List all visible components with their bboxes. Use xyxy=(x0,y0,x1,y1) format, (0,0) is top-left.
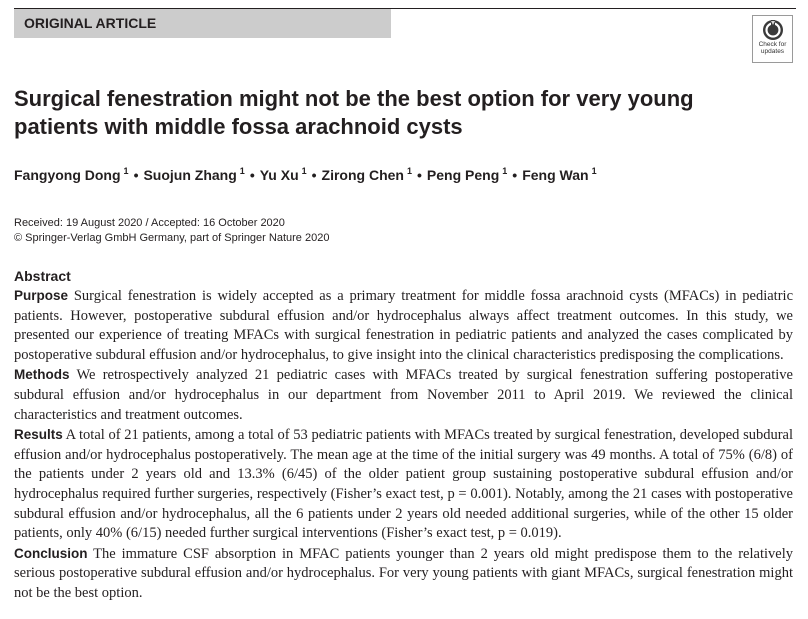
author[interactable]: Zirong Chen $^1$ xyxy=(321,166,412,183)
abstract-label: Results xyxy=(14,427,63,443)
abstract-label: Methods xyxy=(14,367,70,383)
received-accepted-dates: Received: 19 August 2020 / Accepted: 16 October 2020 xyxy=(14,217,285,229)
check-for-updates-badge[interactable] xyxy=(752,15,793,63)
author[interactable]: Peng Peng $^1$ xyxy=(426,166,508,183)
abstract-text: We retrospectively analyzed 21 pediatric cases with MFACs treated by surgical fenestration suffering postoperative subdural effusion and/or hydrocephalus in our department from November 2011 to April 2019. We reviewed the clinical characteristics and treatment outcomes. xyxy=(14,367,793,423)
article-dates xyxy=(14,216,329,246)
abstract-label: Purpose xyxy=(14,288,69,303)
abstract-methods xyxy=(14,365,793,425)
abstract-heading: Abstract xyxy=(14,268,71,284)
badge-line-1: Check for xyxy=(758,41,787,48)
abstract-purpose xyxy=(14,286,793,365)
check-for-updates-icon xyxy=(762,19,784,41)
author-separator: • xyxy=(417,167,422,183)
author-separator: • xyxy=(133,167,139,183)
author-list xyxy=(14,166,597,183)
author-separator: • xyxy=(512,167,518,183)
article-type-banner: ORIGINAL ARTICLE xyxy=(14,9,391,38)
author[interactable]: Feng Wan $^1$ xyxy=(522,166,597,183)
article-title: Surgical fenestration might not be the best option for very young patients with middle fossa arachnoid cysts xyxy=(14,86,694,139)
copyright-line: © Springer-Verlag GmbH Germany, part of Springer Nature 2020 xyxy=(14,232,330,244)
author-separator: • xyxy=(311,167,317,183)
author-separator: • xyxy=(249,167,255,183)
abstract-results xyxy=(14,425,793,544)
author[interactable]: Suojun Zhang $^1$ xyxy=(143,166,245,183)
abstract-text: A total of 21 patients, among a total of 53 pediatric patients with MFACs treated by surgical fenestration, developed subdural effusion and/or hydrocephalus postoperatively. The mean age at the time of the initial surgery was 49 months. A total of 75% (6/8) of the patients under 2 years old and 13.3% (6/45) of the older patient group sustaining postoperative subdural effusion and/or hydrocephalus required further surgeries, respectively (Fisher’s exact test, p = 0.001). Notably, among the 21 cases with postoperative subdural effusion and/or hydrocephalus, all the 6 patients under 2 years old needed additional surgeries, while of the other 15 older patients, only 40% (6/15) needed further surgical interventions (Fisher’s exact test, p = 0.019). xyxy=(14,427,794,542)
abstract-label: Conclusion xyxy=(14,545,88,561)
abstract-body xyxy=(14,286,793,604)
author[interactable]: Yu Xu $^1$ xyxy=(259,166,307,183)
author[interactable]: Fangyong Dong $^1$ xyxy=(14,166,129,183)
abstract-text: Surgical fenestration is widely accepted as a primary treatment for middle fossa arachnoid cysts (MFACs) in pediatric patients. However, postoperative subdural effusion and/or hydrocephalus always affect treatment outcomes. In this study, we presented our experience of treating MFACs with surgical fenestration in pediatric patients and analyzed the cases complicated by postoperative subdural effusion and/or hydrocephalus, to give insight into the clinical characteristics predisposing the complications. xyxy=(14,288,793,363)
badge-line-2: updates xyxy=(760,48,785,55)
abstract-text: The immature CSF absorption in MFAC patients younger than 2 years old might predispose them to the relatively serious postoperative subdural effusion and/or hydrocephalus. For very young patients with giant MFACs, surgical fenestration might not be the best option. xyxy=(14,545,793,601)
abstract-conclusion xyxy=(14,544,793,604)
